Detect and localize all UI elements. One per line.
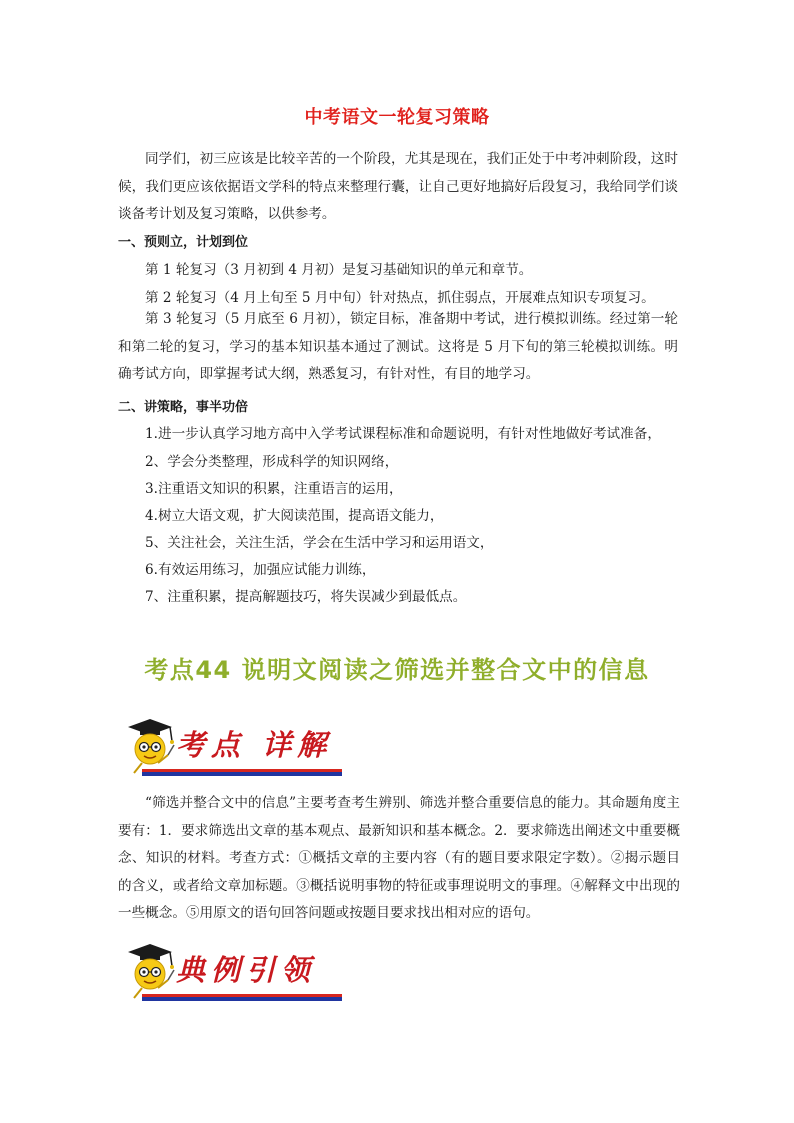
graduate-mascot-icon (120, 715, 180, 777)
kaodian-title: 考点44 说明文阅读之筛选并整合文中的信息 (144, 656, 650, 684)
intro-paragraph: 同学们，初三应该是比较辛苦的一个阶段，尤其是现在，我们正处于中考冲刺阶段，这时候，我们更应该依据语文学科的特点来整理行囊，让自己更好地搞好后段复习，我给同学们谈谈备考计划及复习策略，以供参考。 (118, 151, 678, 222)
strategy-item: 7、注重积累，提高解题技巧，将失误减少到最低点。 (145, 589, 467, 605)
plan-round-3: 第 3 轮复习（5 月底至 6 月初），锁定目标，准备期中考试，进行模拟训练。经过第一轮和第二轮的复习，学习的基本知识基本通过了测试。这将是 5 月下旬的第三轮模拟训练。明确考试方向，即掌握考试大纲，熟悉复习，有针对性，有目的地学习。 (118, 311, 678, 382)
banner-label: 考点 详解 (176, 728, 333, 762)
detail-text: “筛选并整合文中的信息”主要考查考生辨别、筛选并整合重要信息的能力。其命题角度主要有：1．要求筛选出文章的基本观点、最新知识和基本概念。2．要求筛选出阐述文中重要概念、知识的材料。考查方式：①概括文章的主要内容（有的题目要求限定字数）。②揭示题目的含义，或者给文章加标题。③概括说明事物的特征或事理说明文的事理。④解释文中出现的一些概念。⑤用原文的语句回答问题或按题目要求找出相对应的语句。 (118, 795, 680, 921)
strategy-item: 3.注重语文知识的积累，注重语言的运用， (145, 481, 403, 497)
plan-round-1: 第 1 轮复习（3 月初到 4 月初）是复习基础知识的单元和章节。 (145, 262, 533, 278)
banner-underline-blue (142, 997, 342, 1001)
section2-heading: 二、讲策略，事半功倍 (118, 400, 249, 415)
strategy-item: 6.有效运用练习，加强应试能力训练， (145, 562, 376, 578)
banner-dianli-yinling (120, 940, 345, 1002)
plan-round-2: 第 2 轮复习（4 月上旬至 5 月中旬）针对热点，抓住弱点，开展难点知识专项复习。 (145, 290, 655, 306)
page-title: 中考语文一轮复习策略 (304, 107, 490, 128)
graduate-mascot-icon (120, 940, 180, 1002)
strategy-item: 1.进一步认真学习地方高中入学考试课程标准和命题说明，有针对性地做好考试准备， (145, 426, 661, 442)
strategy-item: 2、学会分类整理，形成科学的知识网络， (145, 454, 399, 470)
section1-heading: 一、预则立，计划到位 (118, 235, 249, 250)
strategy-item: 5、关注社会，关注生活，学会在生活中学习和运用语文， (145, 535, 494, 551)
banner-underline-blue (142, 772, 342, 776)
banner-kaodian-xiangjie (120, 715, 345, 777)
kaodian-detail-paragraph (118, 790, 680, 928)
banner-label: 典例引领 (176, 953, 317, 987)
strategy-item: 4.树立大语文观，扩大阅读范围，提高语文能力， (145, 508, 444, 524)
